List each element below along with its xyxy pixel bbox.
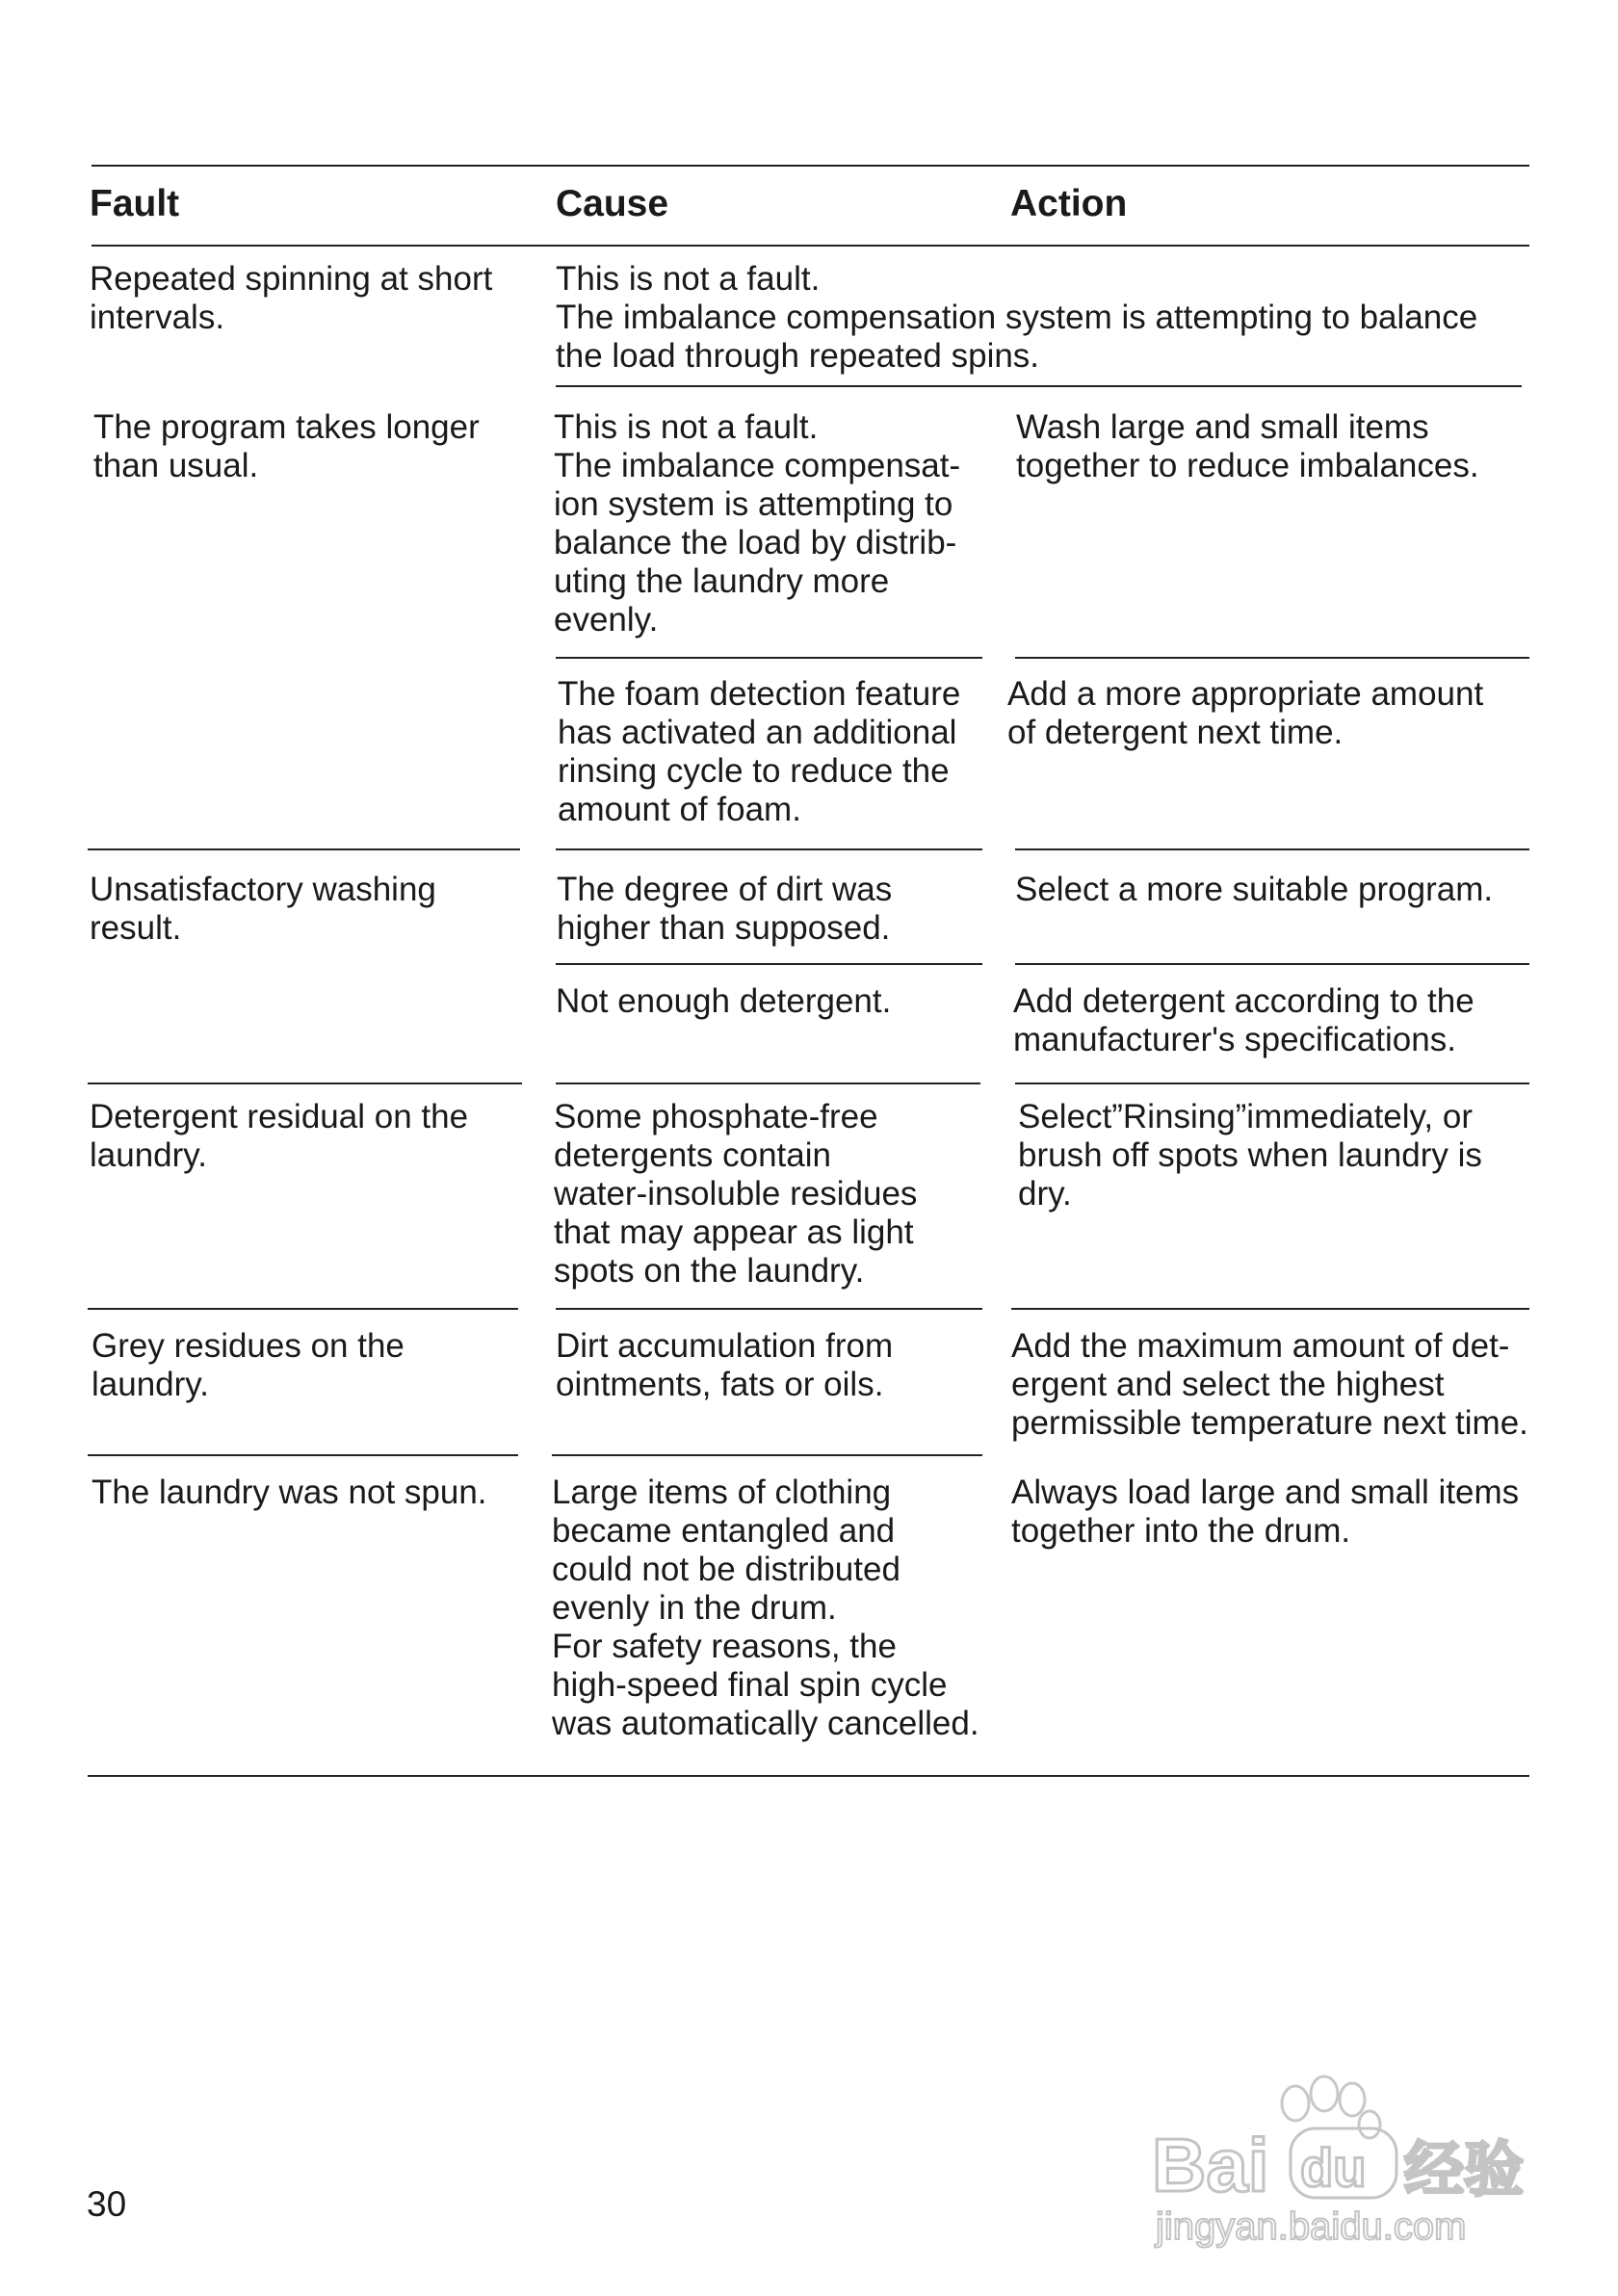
row-3-action-2: Add detergent according to the manufacturer's specifications. xyxy=(1013,982,1474,1058)
header-fault: Fault xyxy=(90,183,180,224)
header-bottom-rule xyxy=(91,245,1529,247)
row-3-action-1: Select a more suitable program. xyxy=(1015,871,1494,908)
svg-text:du: du xyxy=(1300,2137,1367,2198)
row-2-action-1: Wash large and small items together to reduce imbalances. xyxy=(1016,408,1479,484)
baidu-watermark-logo xyxy=(1146,2061,1541,2254)
row-4-bottom-cause-rule xyxy=(556,1308,982,1310)
page-number: 30 xyxy=(87,2184,127,2224)
row-5-bottom-fault-rule xyxy=(88,1454,518,1456)
row-3-cause-1: The degree of dirt was higher than supposed. xyxy=(557,871,893,947)
row-2-cause-1: This is not a fault. The imbalance compensat- ion system is attempting to balance the load by distrib- uting the laundry more evenly. xyxy=(554,408,961,639)
table-top-rule xyxy=(91,165,1529,167)
table-bottom-rule xyxy=(88,1775,1529,1777)
row-3-bottom-cause-rule xyxy=(556,1083,980,1084)
row-4-action: Select”Rinsing”immediately, or brush off spots when laundry is dry. xyxy=(1018,1098,1482,1213)
row-5-fault: Grey residues on the laundry. xyxy=(91,1327,404,1403)
row-1-cause: This is not a fault. The imbalance compensation system is attempting to balance the load through repeated spins. xyxy=(556,260,1478,375)
row-4-fault: Detergent residual on the laundry. xyxy=(90,1098,469,1174)
header-cause: Cause xyxy=(556,183,669,224)
row-3-fault: Unsatisfactory washing result. xyxy=(90,871,436,947)
row-2-bottom-cause-rule xyxy=(556,848,982,850)
svg-text:jingyan.baidu.com: jingyan.baidu.com xyxy=(1156,2205,1467,2248)
row-4-bottom-action-rule xyxy=(1011,1308,1529,1310)
row-5-bottom-cause-rule xyxy=(552,1454,982,1456)
row-2-fault: The program takes longer than usual. xyxy=(93,408,480,484)
row-4-bottom-fault-rule xyxy=(88,1308,518,1310)
row-3-action-divider xyxy=(1015,963,1529,965)
row-2-bottom-action-rule xyxy=(1015,848,1529,850)
svg-text:Bai: Bai xyxy=(1152,2123,1269,2207)
row-3-cause-divider xyxy=(556,963,982,965)
row-3-bottom-action-rule xyxy=(1015,1083,1529,1084)
row-5-cause: Dirt accumulation from ointments, fats or oils. xyxy=(556,1327,894,1403)
row-2-bottom-fault-rule xyxy=(88,848,520,850)
row-2-action-divider xyxy=(1015,657,1529,659)
row-2-cause-divider xyxy=(556,657,982,659)
row-2-action-2: Add a more appropriate amount of detergent next time. xyxy=(1007,675,1484,751)
row-6-fault: The laundry was not spun. xyxy=(91,1474,487,1511)
header-action: Action xyxy=(1010,183,1128,224)
row-4-cause: Some phosphate-free detergents contain water-insoluble residues that may appear as light spots on the laundry. xyxy=(554,1098,918,1290)
row-3-cause-2: Not enough detergent. xyxy=(556,982,892,1020)
row-1-bottom-rule xyxy=(556,385,1522,387)
row-2-cause-2: The foam detection feature has activated an additional rinsing cycle to reduce the amount of foam. xyxy=(558,675,961,828)
row-6-cause: Large items of clothing became entangled and could not be distributed evenly in the drum. For safety reasons, the high-speed final spin cycle was automatically cancelled. xyxy=(552,1474,979,1742)
row-6-action: Always load large and small items together into the drum. xyxy=(1011,1474,1520,1550)
row-3-bottom-fault-rule xyxy=(88,1083,522,1084)
row-5-action: Add the maximum amount of det- ergent and select the highest permissible temperature next time. xyxy=(1011,1327,1528,1442)
svg-text:经验: 经验 xyxy=(1404,2134,1525,2205)
row-1-fault: Repeated spinning at short intervals. xyxy=(90,260,493,336)
